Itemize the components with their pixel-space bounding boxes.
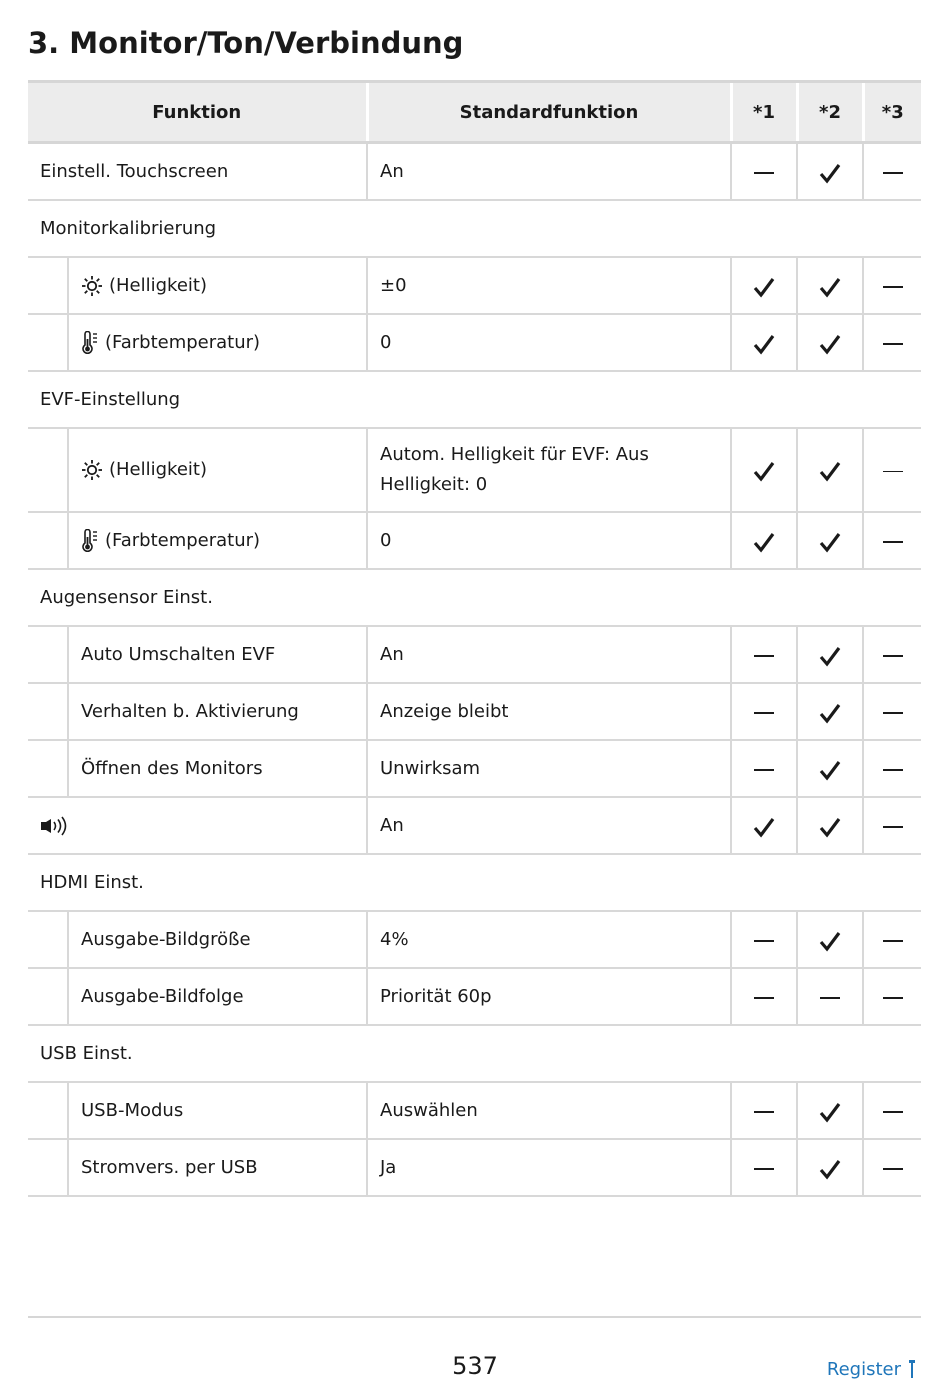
- check-icon: [819, 1101, 841, 1123]
- function-label: Einstell. Touchscreen: [40, 161, 229, 182]
- mark-cell-2: [797, 683, 863, 740]
- table-row: [28, 740, 921, 797]
- group-label: EVF-Einstellung: [28, 371, 921, 428]
- dash-icon: [754, 997, 774, 999]
- indent-cell: [28, 1082, 68, 1139]
- mark-cell-2: [797, 626, 863, 683]
- dash-icon: [754, 712, 774, 714]
- function-label: USB-Modus: [81, 1100, 184, 1121]
- function-label: Auto Umschalten EVF: [81, 644, 276, 665]
- function-label: Öffnen des Monitors: [81, 758, 263, 779]
- table-group-row: [28, 569, 921, 626]
- table-row: [28, 626, 921, 683]
- default-value: Priorität 60p: [380, 986, 492, 1007]
- function-cell: [68, 968, 367, 1025]
- function-cell: [68, 314, 367, 371]
- check-icon: [819, 930, 841, 952]
- page-title: 3. Monitor/Ton/Verbindung: [28, 26, 464, 60]
- table-row: [28, 1139, 921, 1196]
- dash-icon: [883, 471, 903, 473]
- check-icon: [753, 531, 775, 553]
- default-value-cell: [367, 512, 731, 569]
- dash-icon: [883, 826, 903, 828]
- mark-cell-1: [731, 257, 797, 314]
- mark-cell-2: [797, 740, 863, 797]
- default-value-line2: Helligkeit: 0: [380, 474, 488, 495]
- default-value-cell: [367, 797, 731, 854]
- function-cell: [68, 1082, 367, 1139]
- function-label: (Farbtemperatur): [105, 529, 261, 551]
- bookmark-icon: [906, 1358, 918, 1380]
- thermometer-icon: [81, 331, 99, 355]
- register-link[interactable]: [827, 1358, 918, 1380]
- function-label: Verhalten b. Aktivierung: [81, 701, 299, 722]
- indent-cell: [28, 911, 68, 968]
- dash-icon: [883, 997, 903, 999]
- function-cell: [68, 740, 367, 797]
- dash-icon: [754, 1168, 774, 1170]
- check-icon: [753, 816, 775, 838]
- indent-cell: [28, 257, 68, 314]
- table-row: [28, 683, 921, 740]
- function-cell: [68, 1139, 367, 1196]
- table-row: [28, 968, 921, 1025]
- group-label: USB Einst.: [28, 1025, 921, 1082]
- table-row: [28, 314, 921, 371]
- indent-cell: [28, 626, 68, 683]
- mark-cell-3: [863, 797, 921, 854]
- check-icon: [753, 460, 775, 482]
- check-icon: [819, 162, 841, 184]
- function-label: (Helligkeit): [109, 274, 207, 296]
- mark-cell-3: [863, 911, 921, 968]
- mark-cell-1: [731, 968, 797, 1025]
- mark-cell-2: [797, 1139, 863, 1196]
- default-value: Anzeige bleibt: [380, 701, 509, 722]
- table-row: [28, 257, 921, 314]
- mark-cell-2: [797, 1082, 863, 1139]
- table-group-row: [28, 1025, 921, 1082]
- dash-icon: [883, 769, 903, 771]
- mark-cell-3: [863, 314, 921, 371]
- mark-cell-3: [863, 257, 921, 314]
- default-value: An: [380, 161, 404, 182]
- function-label: (Farbtemperatur): [105, 331, 261, 353]
- column-header-default: Standardfunktion: [367, 82, 731, 143]
- mark-cell-2: [797, 428, 863, 512]
- mark-cell-1: [731, 683, 797, 740]
- mark-cell-1: [731, 740, 797, 797]
- function-label: Ausgabe-Bildgröße: [81, 929, 251, 950]
- indent-cell: [28, 512, 68, 569]
- default-value-cell: [367, 1082, 731, 1139]
- default-value-cell: [367, 314, 731, 371]
- default-value: 0: [380, 530, 392, 551]
- default-value: Autom. Helligkeit für EVF: Aus: [380, 444, 649, 465]
- table-row: [28, 1082, 921, 1139]
- mark-cell-1: [731, 1082, 797, 1139]
- thermometer-icon: [81, 529, 99, 553]
- dash-icon: [883, 541, 903, 543]
- default-value: 0: [380, 332, 392, 353]
- dash-icon: [754, 1111, 774, 1113]
- default-value-cell: [367, 257, 731, 314]
- function-cell: [28, 143, 367, 201]
- indent-cell: [28, 1139, 68, 1196]
- mark-cell-1: [731, 428, 797, 512]
- default-value-cell: [367, 626, 731, 683]
- register-link-label: Register: [826, 1358, 901, 1380]
- mark-cell-1: [731, 626, 797, 683]
- mark-cell-2: [797, 314, 863, 371]
- table-group-row: [28, 371, 921, 428]
- dash-icon: [754, 655, 774, 657]
- check-icon: [753, 276, 775, 298]
- default-value: ±0: [380, 275, 407, 296]
- dash-icon: [883, 1111, 903, 1113]
- function-cell: [68, 911, 367, 968]
- footer-divider: [28, 1316, 921, 1318]
- mark-cell-3: [863, 968, 921, 1025]
- indent-cell: [28, 683, 68, 740]
- default-value-cell: [367, 1139, 731, 1196]
- default-value-cell: [367, 143, 731, 201]
- function-cell: [68, 626, 367, 683]
- default-value: An: [380, 815, 404, 836]
- check-icon: [819, 333, 841, 355]
- dash-icon: [883, 1168, 903, 1170]
- dash-icon: [883, 655, 903, 657]
- default-value-cell: [367, 911, 731, 968]
- mark-cell-1: [731, 1139, 797, 1196]
- check-icon: [819, 759, 841, 781]
- settings-table: [28, 80, 921, 1197]
- mark-cell-3: [863, 512, 921, 569]
- mark-cell-2: [797, 512, 863, 569]
- function-cell: [68, 512, 367, 569]
- default-value: An: [380, 644, 404, 665]
- mark-cell-3: [863, 626, 921, 683]
- group-label: Augensensor Einst.: [28, 569, 921, 626]
- speaker-sound-icon: [40, 816, 68, 836]
- dash-icon: [754, 172, 774, 174]
- function-label: Stromvers. per USB: [81, 1157, 258, 1178]
- mark-cell-1: [731, 911, 797, 968]
- mark-cell-2: [797, 968, 863, 1025]
- mark-cell-3: [863, 428, 921, 512]
- indent-cell: [28, 968, 68, 1025]
- check-icon: [819, 1158, 841, 1180]
- mark-cell-2: [797, 797, 863, 854]
- default-value: 4%: [380, 929, 409, 950]
- function-label: Ausgabe-Bildfolge: [81, 986, 244, 1007]
- function-cell: [68, 428, 367, 512]
- table-row: [28, 143, 921, 201]
- mark-cell-3: [863, 1082, 921, 1139]
- function-cell: [68, 257, 367, 314]
- group-label: HDMI Einst.: [28, 854, 921, 911]
- mark-cell-2: [797, 911, 863, 968]
- check-icon: [819, 645, 841, 667]
- column-header-c1: *1: [731, 82, 797, 143]
- dash-icon: [754, 940, 774, 942]
- table-row: [28, 911, 921, 968]
- table-header-row: [28, 82, 921, 143]
- mark-cell-1: [731, 143, 797, 201]
- mark-cell-3: [863, 683, 921, 740]
- dash-icon: [754, 769, 774, 771]
- indent-cell: [28, 428, 68, 512]
- column-header-c2: *2: [797, 82, 863, 143]
- indent-cell: [28, 740, 68, 797]
- column-header-function: Funktion: [28, 82, 367, 143]
- indent-cell: [28, 314, 68, 371]
- check-icon: [753, 333, 775, 355]
- default-value: Ja: [380, 1157, 397, 1178]
- sun-icon: [81, 459, 103, 481]
- dash-icon: [883, 712, 903, 714]
- function-cell: [68, 683, 367, 740]
- table-group-row: [28, 200, 921, 257]
- mark-cell-2: [797, 257, 863, 314]
- default-value-cell: [367, 683, 731, 740]
- default-value-cell: [367, 968, 731, 1025]
- default-value: Auswählen: [380, 1100, 478, 1121]
- function-label: (Helligkeit): [109, 459, 207, 480]
- check-icon: [819, 531, 841, 553]
- check-icon: [819, 460, 841, 482]
- default-value-cell: [367, 740, 731, 797]
- sun-icon: [81, 275, 103, 297]
- dash-icon: [883, 343, 903, 345]
- table-row: [28, 512, 921, 569]
- group-label: Monitorkalibrierung: [28, 200, 921, 257]
- dash-icon: [820, 997, 840, 999]
- table-row: [28, 797, 921, 854]
- default-value: Unwirksam: [380, 758, 481, 779]
- mark-cell-1: [731, 314, 797, 371]
- mark-cell-3: [863, 740, 921, 797]
- check-icon: [819, 816, 841, 838]
- function-cell: [28, 797, 367, 854]
- column-header-c3: *3: [863, 82, 921, 143]
- mark-cell-3: [863, 1139, 921, 1196]
- mark-cell-1: [731, 512, 797, 569]
- mark-cell-2: [797, 143, 863, 201]
- mark-cell-1: [731, 797, 797, 854]
- page-number: 537: [452, 1352, 498, 1380]
- mark-cell-3: [863, 143, 921, 201]
- check-icon: [819, 276, 841, 298]
- table-group-row: [28, 854, 921, 911]
- dash-icon: [883, 286, 903, 288]
- table-row: [28, 428, 921, 512]
- dash-icon: [883, 940, 903, 942]
- dash-icon: [883, 172, 903, 174]
- check-icon: [819, 702, 841, 724]
- default-value-cell: [367, 428, 731, 512]
